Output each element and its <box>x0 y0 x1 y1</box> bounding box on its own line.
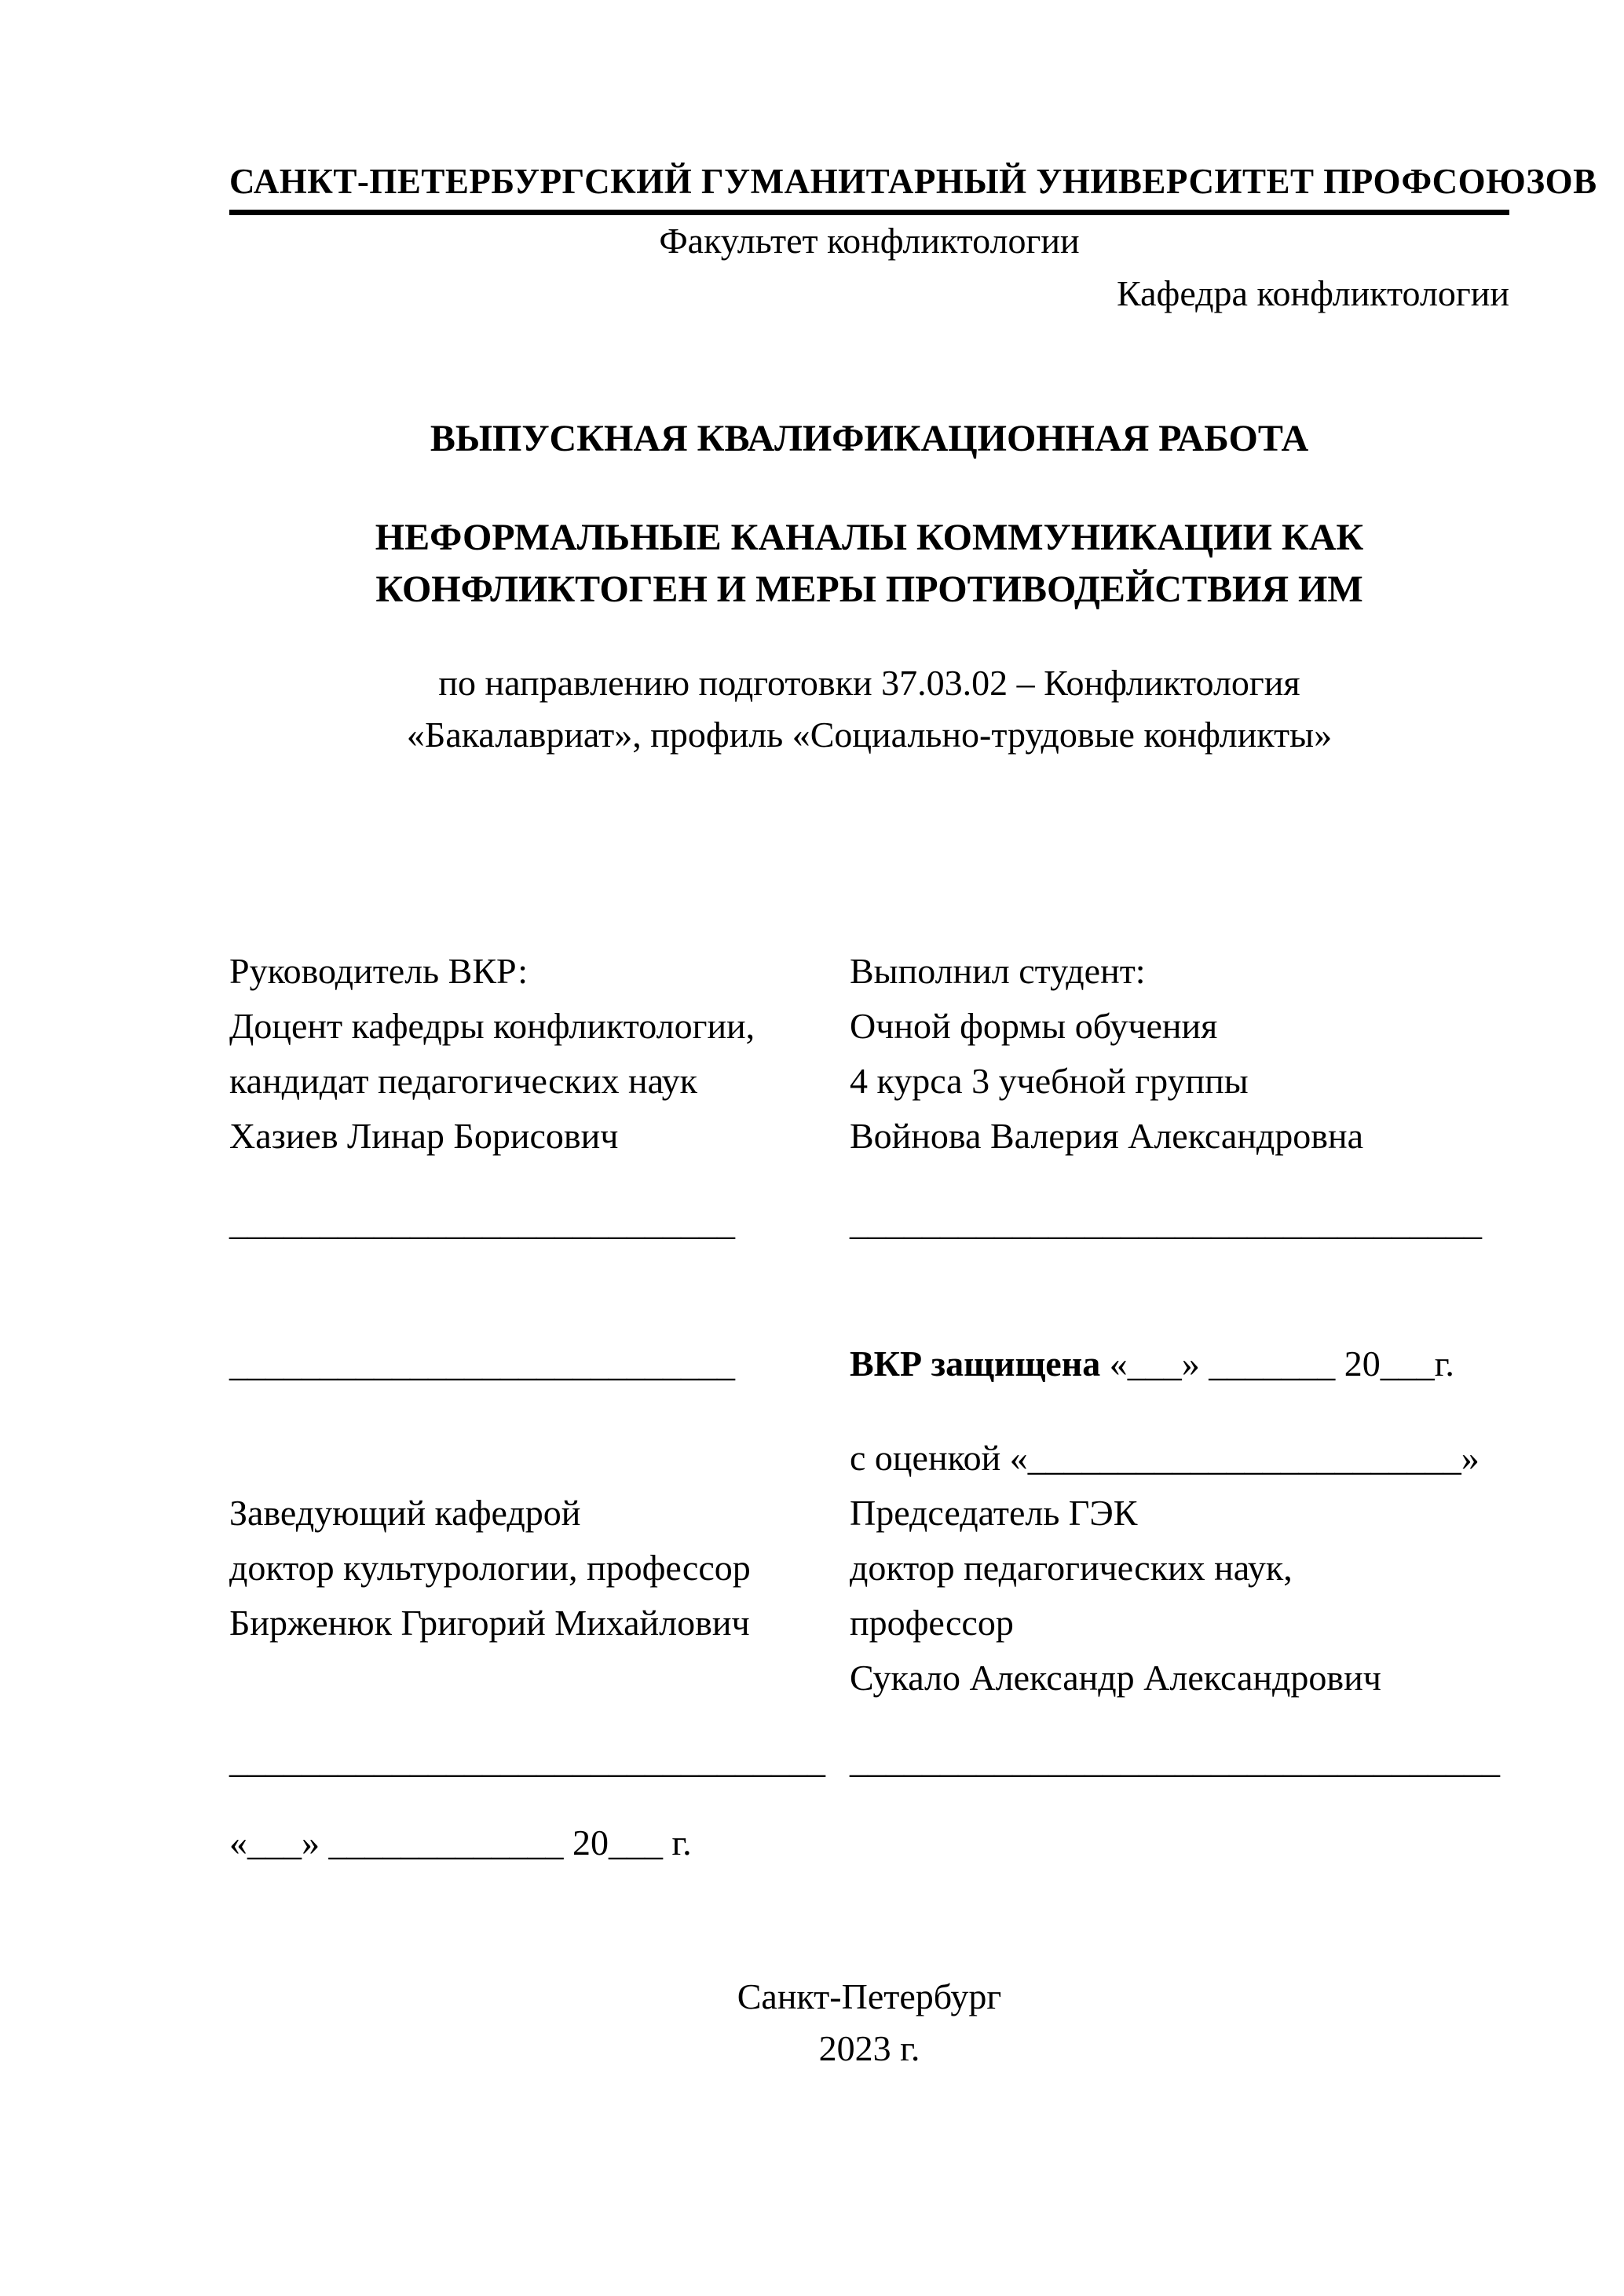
faculty-name: Факультет конфликтологии <box>659 221 1080 261</box>
supervisor-name: Хазиев Линар Борисович <box>229 1116 619 1156</box>
program-profile: «Бакалавриат», профиль «Социально-трудовые конфликты» <box>406 715 1333 755</box>
department-head-label: Заведующий кафедрой <box>229 1493 581 1533</box>
row-names <box>229 1109 1509 1164</box>
empty-cell <box>229 1431 850 1486</box>
row-head-positions <box>229 1541 1509 1596</box>
defended-label: ВКР защищена <box>850 1344 1101 1384</box>
row-labels <box>229 944 1509 999</box>
row-chair-name <box>229 1651 1509 1706</box>
student-signature-line: ___________________________________ <box>850 1202 1482 1242</box>
student-study-form: Очной формы обучения <box>850 1006 1218 1046</box>
thesis-title-line1: НЕФОРМАЛЬНЫЕ КАНАЛЫ КОММУНИКАЦИИ КАК <box>375 517 1364 558</box>
header-rule <box>229 210 1509 215</box>
program-direction: по направлению подготовки 37.03.02 – Конфликтология <box>438 663 1300 703</box>
empty-cell <box>850 1815 1509 1870</box>
footer-city: Санкт-Петербург <box>737 1976 1002 2016</box>
supervisor-signature-line-2: ____________________________ <box>229 1344 735 1384</box>
grade-line: с оценкой «________________________» <box>850 1438 1480 1478</box>
department-head-signature-line: _________________________________ <box>229 1740 825 1780</box>
page-content <box>229 0 1597 2075</box>
committee-chair-position2: профессор <box>850 1603 1014 1643</box>
thesis-title-line2: КОНФЛИКТОГЕН И МЕРЫ ПРОТИВОДЕЙСТВИЯ ИМ <box>375 569 1363 610</box>
row-signatures-2 <box>229 1733 1509 1788</box>
committee-chair-name: Сукало Александр Александрович <box>850 1658 1381 1698</box>
date-blank-line: «___» _____________ 20___ г. <box>229 1823 692 1863</box>
university-name: САНКТ-ПЕТЕРБУРГСКИЙ ГУМАНИТАРНЫЙ УНИВЕРСИТЕТ ПРОФСОЮЗОВ <box>229 162 1597 201</box>
supervisor-label: Руководитель ВКР: <box>229 951 529 991</box>
student-group: 4 курса 3 учебной группы <box>850 1061 1249 1101</box>
supervisor-signature-line: ____________________________ <box>229 1202 735 1242</box>
department-name: Кафедра конфликтологии <box>1117 273 1509 313</box>
row-grade <box>229 1431 1509 1486</box>
row-position1 <box>229 999 1509 1054</box>
committee-chair-signature-line: ____________________________________ <box>850 1740 1500 1780</box>
work-type-heading: ВЫПУСКНАЯ КВАЛИФИКАЦИОННАЯ РАБОТА <box>430 418 1309 459</box>
committee-chair-position1: доктор педагогических наук, <box>850 1548 1293 1588</box>
defended-line <box>850 1336 1509 1391</box>
department-head-name: Бирженюк Григорий Михайлович <box>229 1603 750 1643</box>
defended-date-blank: «___» _______ 20___г. <box>1100 1344 1454 1384</box>
department-head-position: доктор культурологии, профессор <box>229 1548 751 1588</box>
supervisor-position: Доцент кафедры конфликтологии, <box>229 1006 755 1046</box>
row-head-labels <box>229 1486 1509 1541</box>
row-signatures-1 <box>229 1195 1509 1250</box>
footer-block <box>229 1971 1509 2075</box>
row-head-names <box>229 1596 1509 1651</box>
supervisor-degree: кандидат педагогических наук <box>229 1061 698 1101</box>
thesis-title <box>229 512 1509 616</box>
footer-year: 2023 г. <box>818 2028 920 2068</box>
signatories-section <box>229 944 1509 1870</box>
program-block <box>229 657 1509 761</box>
row-defended <box>229 1336 1509 1391</box>
empty-cell <box>229 1651 850 1706</box>
student-name: Войнова Валерия Александровна <box>850 1116 1364 1156</box>
row-position2 <box>229 1054 1509 1109</box>
row-date <box>229 1815 1509 1870</box>
committee-chair-label: Председатель ГЭК <box>850 1493 1138 1533</box>
student-label: Выполнил студент: <box>850 951 1146 991</box>
